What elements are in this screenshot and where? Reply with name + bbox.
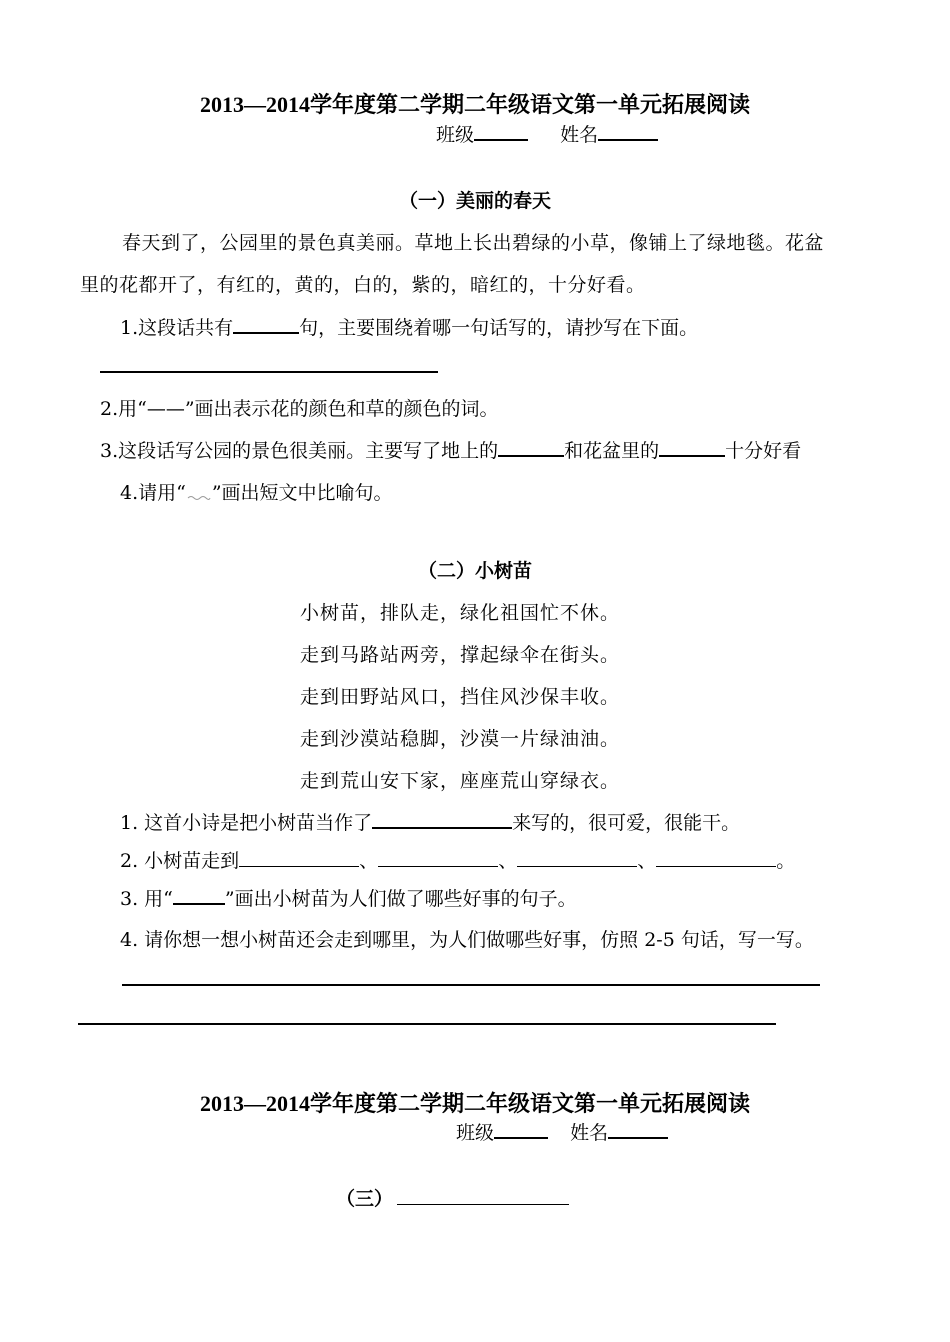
flowerpot-blank[interactable] bbox=[659, 439, 725, 457]
writing-answer-line-1[interactable] bbox=[122, 984, 820, 986]
s2-question-2 bbox=[120, 846, 795, 873]
separator: 、 bbox=[359, 850, 379, 872]
underline-symbol bbox=[173, 887, 225, 905]
section-3-title-blank[interactable] bbox=[397, 1188, 569, 1205]
name-label: 姓名 bbox=[560, 124, 599, 146]
s1-q1-text-b: 句，主要围绕着哪一句话写的，请抄写在下面。 bbox=[299, 317, 699, 339]
poem-line: 走到荒山安下家，座座荒山穿绿衣。 bbox=[300, 770, 621, 792]
s1-q3-text-a: 3.这段话写公园的景色很美丽。主要写了地上的 bbox=[100, 440, 499, 462]
class-label: 班级 bbox=[436, 124, 475, 146]
place-blank-2[interactable] bbox=[378, 850, 498, 867]
ground-blank[interactable] bbox=[498, 439, 564, 457]
student-info-line bbox=[436, 120, 658, 147]
s1-q1-text-a: 1.这段话共有 bbox=[120, 317, 234, 339]
section-heading-3 bbox=[336, 1184, 569, 1211]
treat-as-blank[interactable] bbox=[372, 811, 512, 829]
s2-question-1 bbox=[120, 808, 740, 835]
wavy-underline-icon bbox=[186, 487, 212, 501]
class-blank[interactable] bbox=[494, 1121, 548, 1139]
name-label: 姓名 bbox=[570, 1122, 609, 1144]
s2-q1-text-b: 来写的，很可爱，很能干。 bbox=[512, 812, 741, 834]
s1-q4-text-a: 4.请用“ bbox=[120, 482, 186, 504]
spring-paragraph-line-1: 春天到了，公园里的景色真美丽。草地上长出碧绿的小草，像铺上了绿地毯。花盆 bbox=[122, 232, 825, 254]
worksheet-title-2: 2013—2014学年度第二学期二年级语文第一单元拓展阅读 bbox=[199, 1091, 750, 1116]
place-blank-1[interactable] bbox=[239, 850, 359, 867]
s2-q2-text-a: 2. 小树苗走到 bbox=[120, 850, 240, 872]
s2-question-3 bbox=[120, 884, 577, 911]
class-blank[interactable] bbox=[474, 123, 528, 141]
place-blank-4[interactable] bbox=[656, 850, 776, 867]
s1-question-4 bbox=[120, 478, 393, 505]
poem-line: 走到田野站风口，挡住风沙保丰收。 bbox=[300, 686, 621, 708]
separator: 、 bbox=[498, 850, 518, 872]
period: 。 bbox=[776, 850, 796, 872]
worksheet-title: 2013—2014学年度第二学期二年级语文第一单元拓展阅读 bbox=[199, 92, 750, 117]
section-heading-sapling: （二）小树苗 bbox=[417, 560, 532, 582]
s1-question-3 bbox=[100, 436, 801, 463]
student-info-line-2 bbox=[456, 1118, 668, 1145]
s1-question-2: 2.用“——”画出表示花的颜色和草的颜色的词。 bbox=[100, 398, 499, 420]
s2-q3-text-b: ”画出小树苗为人们做了哪些好事的句子。 bbox=[224, 888, 577, 910]
poem-line: 走到沙漠站稳脚，沙漠一片绿油油。 bbox=[300, 728, 621, 750]
class-label: 班级 bbox=[456, 1122, 495, 1144]
poem-line: 小树苗，排队走，绿化祖国忙不休。 bbox=[300, 602, 621, 624]
section-heading-spring: （一）美丽的春天 bbox=[398, 190, 551, 212]
s1-q3-text-c: 十分好看 bbox=[725, 440, 802, 462]
place-blank-3[interactable] bbox=[517, 850, 637, 867]
name-blank[interactable] bbox=[598, 123, 658, 141]
s2-q1-text-a: 1. 这首小诗是把小树苗当作了 bbox=[120, 812, 373, 834]
poem-line: 走到马路站两旁，撑起绿伞在街头。 bbox=[300, 644, 621, 666]
s1-q4-text-b: ”画出短文中比喻句。 bbox=[211, 482, 393, 504]
writing-answer-line-2[interactable] bbox=[78, 1023, 776, 1025]
s1-question-1 bbox=[120, 313, 698, 340]
section-3-label: （三） bbox=[336, 1188, 394, 1210]
s1-q3-text-b: 和花盆里的 bbox=[564, 440, 660, 462]
s2-question-4: 4. 请你想一想小树苗还会走到哪里，为人们做哪些好事，仿照 2-5 句话，写一写。 bbox=[120, 929, 814, 951]
sentence-count-blank[interactable] bbox=[233, 316, 299, 334]
spring-paragraph-line-2: 里的花都开了，有红的，黄的，白的，紫的，暗红的，十分好看。 bbox=[80, 274, 646, 296]
name-blank[interactable] bbox=[608, 1121, 668, 1139]
separator: 、 bbox=[637, 850, 657, 872]
copy-answer-line[interactable] bbox=[100, 371, 438, 373]
s2-q3-text-a: 3. 用“ bbox=[120, 888, 173, 910]
